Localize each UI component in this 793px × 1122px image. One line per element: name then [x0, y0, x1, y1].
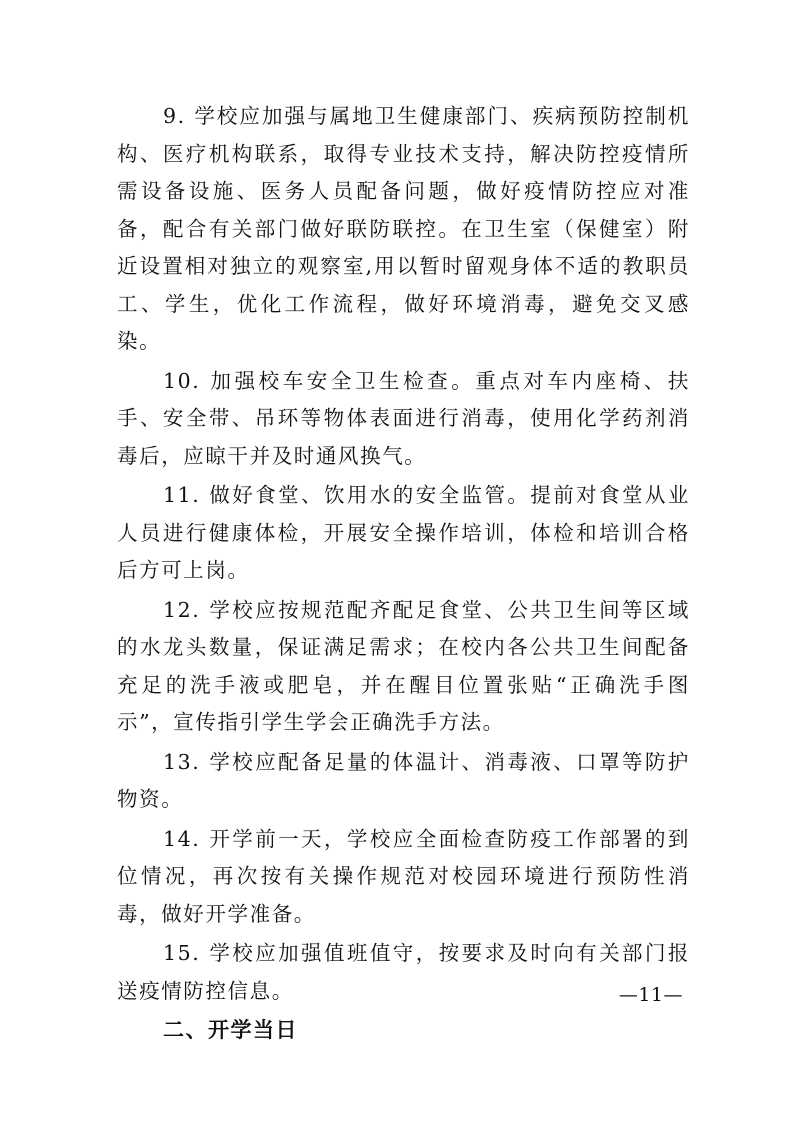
paragraph-item-12: 12. 学校应按规范配齐配足食堂、公共卫生间等区域的水龙头数量，保证满足需求；在校内各公共卫生间配备充足的洗手液或肥皂，并在醒目位置张贴“正确洗手图示”，宣传指引学生学会正确洗手方法。: [117, 597, 690, 734]
document-body: [117, 98, 690, 1050]
paragraph-item-15: 15. 学校应加强值班值守，按要求及时向有关部门报送疫情防控信息。: [117, 941, 690, 1003]
paragraph-item-11: 11. 做好食堂、饮用水的安全监管。提前对食堂从业人员进行健康体检，开展安全操作培训，体检和培训合格后方可上岗。: [117, 483, 690, 582]
section-heading: 二、开学当日: [163, 1018, 298, 1042]
paragraph-item-9: 9. 学校应加强与属地卫生健康部门、疾病预防控制机构、医疗机构联系，取得专业技术支持，解决防控疫情所需设备设施、医务人员配备问题，做好疫情防控应对准备，配合有关部门做好联防联控。在卫生室（保健室）附近设置相对独立的观察室,用以暂时留观身体不适的教职员工、学生，优化工作流程，做好环境消毒，避免交叉感染。: [117, 104, 690, 353]
page-number: —11—: [618, 984, 683, 1006]
paragraph-item-10: 10. 加强校车安全卫生检查。重点对车内座椅、扶手、安全带、吊环等物体表面进行消毒，使用化学药剂消毒后，应晾干并及时通风换气。: [117, 368, 690, 468]
paragraph-item-13: 13. 学校应配备足量的体温计、消毒液、口罩等防护物资。: [117, 749, 690, 811]
paragraph-item-14: 14. 开学前一天，学校应全面检查防疫工作部署的到位情况，再次按有关操作规范对校园环境进行预防性消毒，做好开学准备。: [117, 826, 690, 926]
